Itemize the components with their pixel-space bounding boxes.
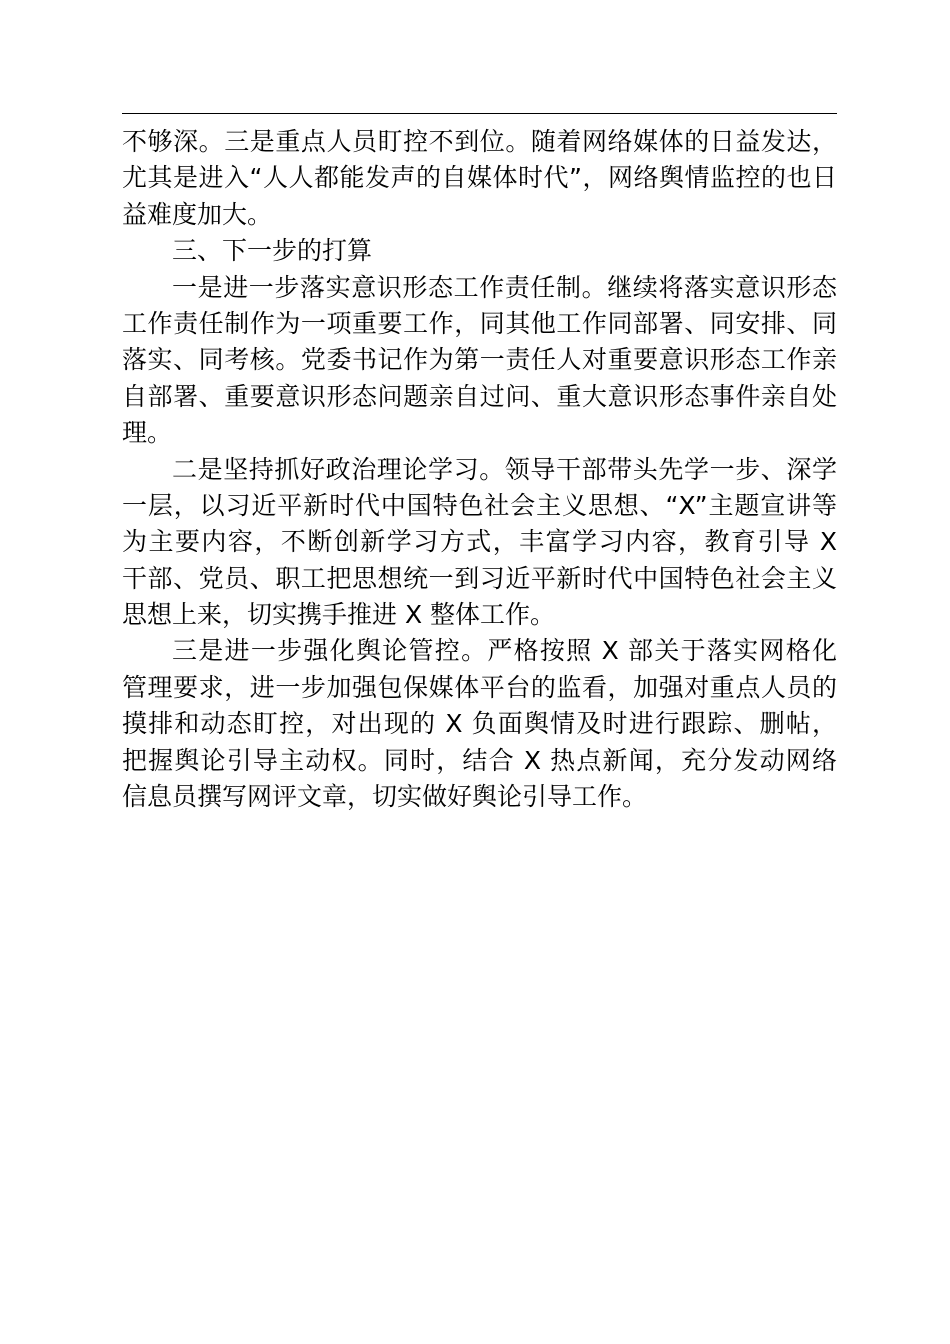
text-line: 管理要求，进一步加强包保媒体平台的监看，加强对重点人员的 bbox=[122, 672, 837, 702]
text-line: 工作责任制作为一项重要工作，同其他工作同部署、同安排、同 bbox=[122, 308, 837, 338]
paragraph-responsibility bbox=[122, 270, 837, 452]
text-line: 落实、同考核。党委书记作为第一责任人对重要意识形态工作亲 bbox=[122, 345, 837, 375]
paragraph-theory-study bbox=[122, 452, 837, 634]
paragraph-opinion-control bbox=[122, 633, 837, 815]
text-line: 一是进一步落实意识形态工作责任制。继续将落实意识形态 bbox=[172, 272, 837, 302]
text-line: 三是进一步强化舆论管控。严格按照 X 部关于落实网格化 bbox=[172, 636, 837, 666]
text-line: 干部、党员、职工把思想统一到习近平新时代中国特色社会主义 bbox=[122, 563, 837, 593]
header-rule bbox=[122, 113, 837, 114]
text-line: 自部署、重要意识形态问题亲自过问、重大意识形态事件亲自处 bbox=[122, 381, 837, 411]
text-line: 思想上来，切实携手推进 X 整体工作。 bbox=[122, 600, 556, 630]
paragraph-continuation bbox=[122, 124, 837, 233]
text-line: 益难度加大。 bbox=[122, 199, 273, 229]
text-line: 尤其是进入“人人都能发声的自媒体时代”，网络舆情监控的也日 bbox=[122, 163, 837, 193]
text-line: 为主要内容，不断创新学习方式，丰富学习内容，教育引导 X bbox=[122, 527, 837, 557]
section-heading bbox=[122, 233, 837, 269]
text-line: 把握舆论引导主动权。同时，结合 X 热点新闻，充分发动网络 bbox=[122, 745, 837, 775]
text-line: 信息员撰写网评文章，切实做好舆论引导工作。 bbox=[122, 782, 648, 812]
text-line: 摸排和动态盯控，对出现的 X 负面舆情及时进行跟踪、删帖， bbox=[122, 709, 837, 739]
text-line: 理。 bbox=[122, 418, 173, 448]
document-body bbox=[122, 124, 837, 815]
text-line: 不够深。三是重点人员盯控不到位。随着网络媒体的日益发达， bbox=[122, 127, 837, 156]
text-line: 二是坚持抓好政治理论学习。领导干部带头先学一步、深学 bbox=[172, 454, 837, 484]
heading-line: 三、下一步的打算 bbox=[172, 236, 373, 266]
text-line: 一层，以习近平新时代中国特色社会主义思想、“X”主题宣讲等 bbox=[122, 490, 837, 520]
